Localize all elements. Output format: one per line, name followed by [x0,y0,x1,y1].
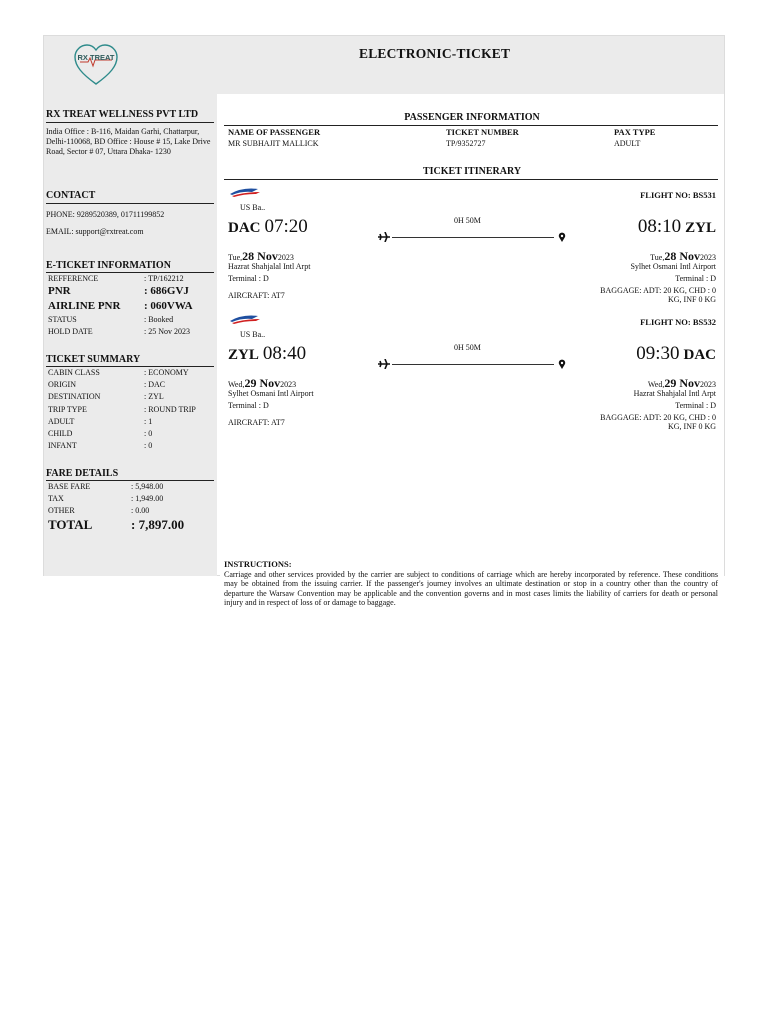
arrival [638,216,716,238]
divider [46,272,214,273]
row-label: OTHER [48,506,75,516]
row-value: : 0.00 [131,506,150,516]
aircraft: AIRCRAFT: AT7 [228,418,285,427]
departure-date: Wed,29 Nov2023 [228,376,297,390]
company-name: RX TREAT WELLNESS PVT LTD [46,109,199,120]
col-pax-type: PAX TYPE [614,127,656,137]
instructions [224,560,718,608]
plane-icon [378,359,390,369]
baggage-allowance: BAGGAGE: ADT: 20 KG, CHD : 0 KG, INF 0 KG [600,413,716,431]
ticket-number: TP/9352727 [446,139,486,148]
logo-text: RX TREAT [77,53,115,62]
plane-icon [378,232,390,242]
pnr-label: PNR [48,285,71,297]
flight-number: FLIGHT NO: BS531 [640,190,716,200]
rx-treat-logo [72,42,120,88]
row-label: INFANT [48,441,77,451]
row-label: TAX [48,494,64,504]
row-value: : 5,948.00 [131,482,164,491]
contact-email: EMAIL: support@rxtreat.com [46,227,144,236]
baggage-allowance: BAGGAGE: ADT: 20 KG, CHD : 0 KG, INF 0 KG [600,286,716,304]
row-value: : ROUND TRIP [144,404,196,414]
departure [228,216,308,238]
row-label: TRIP TYPE [48,404,87,414]
arrival-date: Tue,28 Nov2023 [650,249,716,263]
departure-date: Tue,28 Nov2023 [228,249,294,263]
reference-value: : TP/162212 [144,274,184,283]
row-label: DESTINATION [48,392,101,402]
flight-number: FLIGHT NO: BS532 [640,317,716,327]
row-label: BASE FARE [48,482,91,491]
contact-phone: PHONE: 9289520389, 01711199852 [46,210,165,219]
row-label: CHILD [48,429,73,438]
arrival-airport: Sylhet Osmani Intl Airport [630,262,716,271]
flight-duration: 0H 50M [454,216,481,225]
arrival-terminal: Terminal : D [675,401,716,410]
row-value: : 0 [144,441,153,451]
right-panel [220,94,724,607]
e-ticket [43,35,725,607]
departure-code: ZYL [228,347,259,363]
location-pin-icon [558,232,566,242]
row-value: : 0 [144,429,153,438]
arrival [636,343,716,365]
arrival-time: 08:10 [637,216,682,237]
divider [46,480,214,481]
departure-time: 08:40 [262,343,307,364]
departure-airport: Sylhet Osmani Intl Airport [228,389,314,398]
hold-date-label: HOLD DATE [48,327,93,336]
location-pin-icon [558,359,566,369]
pnr-value: : 686GVJ [144,285,189,297]
status-label: STATUS [48,315,77,324]
airline-name: US Ba.. [240,330,266,339]
pax-type: ADULT [614,139,641,148]
airline-name: US Ba.. [240,203,266,212]
hold-date-value: : 25 Nov 2023 [144,327,190,336]
col-passenger-name: NAME OF PASSENGER [228,127,321,137]
row-label: ORIGIN [48,380,76,390]
row-label: ADULT [48,416,75,426]
fare-title: FARE DETAILS [46,468,119,479]
divider [224,125,718,126]
departure-time: 07:20 [264,216,308,237]
row-value: : 1 [144,416,153,426]
departure-code: DAC [228,220,261,236]
itinerary-title: TICKET ITINERARY [422,166,522,177]
airline-pnr-label: AIRLINE PNR [48,300,121,312]
ticket-header [44,36,724,94]
eticket-title: E-TICKET INFORMATION [46,260,171,271]
arrival-time: 09:30 [636,343,680,364]
airline-logo [228,313,262,327]
col-ticket-number: TICKET NUMBER [446,127,519,137]
divider [46,122,214,123]
total-value: : 7,897.00 [131,517,185,532]
row-value: : ZYL [144,392,164,402]
departure-terminal: Terminal : D [228,274,269,283]
status-value: : Booked [144,315,174,324]
row-label: CABIN CLASS [48,368,100,377]
reference-label: REFFERENCE [48,274,99,283]
departure [228,343,306,365]
arrival-date: Wed,29 Nov2023 [647,376,716,390]
departure-terminal: Terminal : D [228,401,269,410]
aircraft: AIRCRAFT: AT7 [228,291,285,300]
page-title: ELECTRONIC-TICKET [359,46,511,61]
arrival-code: ZYL [685,220,716,236]
contact-title: CONTACT [46,190,96,201]
divider [46,203,214,204]
flight-duration: 0H 50M [454,343,481,352]
row-value: : 1,949.00 [131,494,164,504]
arrival-code: DAC [683,347,716,363]
instructions-title: INSTRUCTIONS: [224,559,292,569]
passenger-title: PASSENGER INFORMATION [404,112,540,123]
company-address: India Office : B-116, Maidan Garhi, Chattarpur, Delhi-110068, BD Office : House # 15, Lake Drive Road, Sector # 07, Uttara Dhaka- 1230 [46,127,211,156]
arrival-airport: Hazrat Shahjalal Intl Arpt [633,389,716,398]
instructions-text: Carriage and other services provided by the carrier are subject to conditions of carriage which are hereby incorporated by reference. These conditions may be obtained from the issuing carrier. If the passenger's journey involves an ultimate destination or stop in a country other than the country of departure the Warsaw Convention may be applicable and the convention governs and in most cases limits the liability of carriers for death or personal injury and in respect of loss of or damage to baggage. [224,569,718,607]
divider [46,366,214,367]
divider [224,179,718,180]
total-label: TOTAL [48,517,93,532]
airline-pnr-value: : 060VWA [144,300,193,312]
departure-airport: Hazrat Shahjalal Intl Arpt [228,262,311,271]
passenger-name: MR SUBHAJIT MALLICK [228,139,319,148]
row-value: : ECONOMY [144,368,189,377]
arrival-terminal: Terminal : D [675,274,716,283]
row-value: : DAC [144,380,166,390]
flight-path-line [392,237,554,238]
summary-title: TICKET SUMMARY [46,354,141,365]
left-panel [44,94,217,576]
airline-logo [228,186,262,200]
flight-path-line [392,364,554,365]
